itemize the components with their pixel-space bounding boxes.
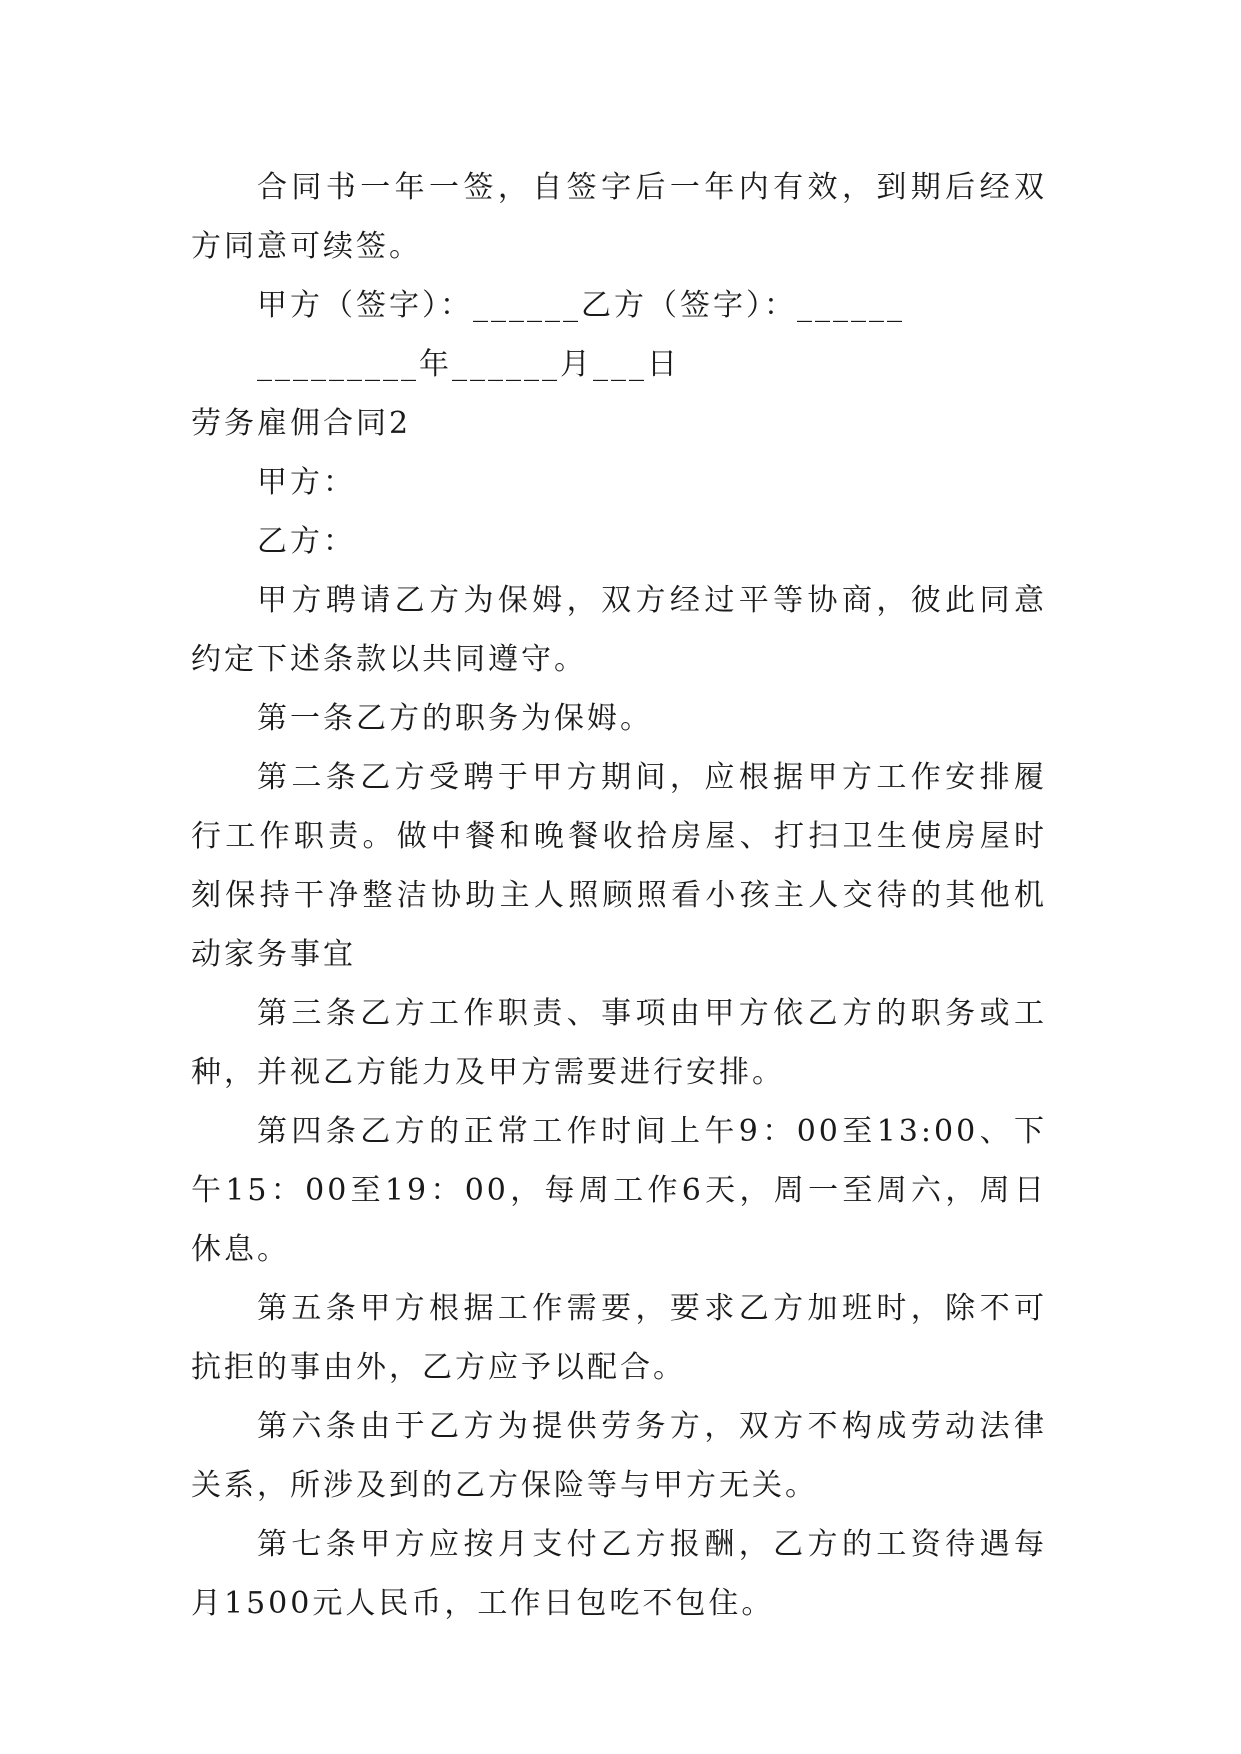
clause-2: 第二条乙方受聘于甲方期间，应根据甲方工作安排履行工作职责。做中餐和晚餐收拾房屋、打扫卫生使房屋时刻保持干净整洁协助主人照顾照看小孩主人交待的其他机动家务事宜 <box>191 760 1047 972</box>
paragraph-preamble: 甲方聘请乙方为保姆，双方经过平等协商，彼此同意约定下述条款以共同遵守。 <box>191 583 1047 677</box>
party-b-line: 乙方： <box>257 524 356 559</box>
contract-heading: 劳务雇佣合同2 <box>191 406 412 441</box>
clause-3: 第三条乙方工作职责、事项由甲方依乙方的职务或工种，并视乙方能力及甲方需要进行安排。 <box>191 996 1047 1090</box>
paragraph-validity: 合同书一年一签，自签字后一年内有效，到期后经双方同意可续签。 <box>191 170 1047 264</box>
clause-6: 第六条由于乙方为提供劳务方，双方不构成劳动法律关系，所涉及到的乙方保险等与甲方无关。 <box>191 1409 1047 1503</box>
document-body <box>191 158 1047 1633</box>
clause-7: 第七条甲方应按月支付乙方报酬，乙方的工资待遇每月1500元人民币，工作日包吃不包住。 <box>191 1527 1047 1621</box>
paragraph-signatures: 甲方（签字）：______乙方（签字）：______ <box>257 288 905 323</box>
clause-4: 第四条乙方的正常工作时间上午9：00至13:00、下午15：00至19：00，每周工作6天，周一至周六，周日休息。 <box>191 1114 1047 1267</box>
clause-5: 第五条甲方根据工作需要，要求乙方加班时，除不可抗拒的事由外，乙方应予以配合。 <box>191 1291 1047 1385</box>
party-a-line: 甲方： <box>257 465 356 500</box>
clause-1: 第一条乙方的职务为保姆。 <box>257 701 653 736</box>
paragraph-date-line: _________年______月___日 <box>257 347 680 382</box>
